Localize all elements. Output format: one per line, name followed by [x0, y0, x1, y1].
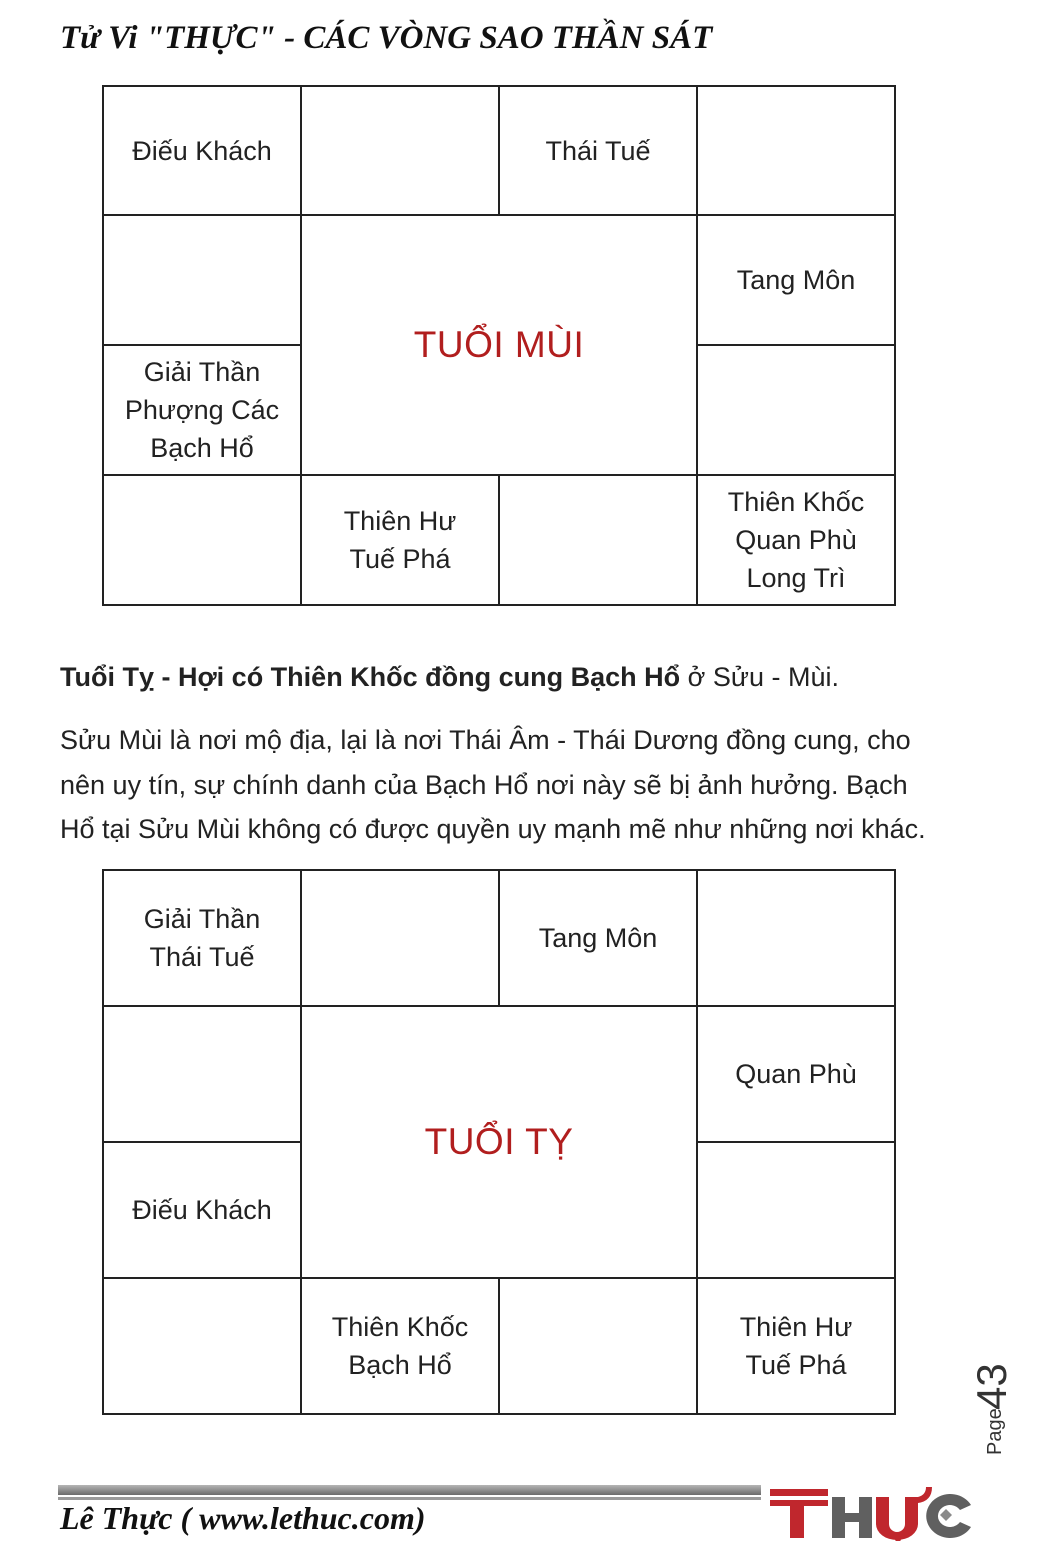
- thuc-logo: [768, 1483, 973, 1541]
- star-name: Phượng Các: [124, 395, 280, 425]
- star-name: Quan Phù: [735, 1059, 857, 1089]
- chart-cell: [697, 1278, 895, 1414]
- page-number: 43: [968, 1363, 1015, 1410]
- logo-u-horn: [918, 1487, 932, 1503]
- star-name: Bạch Hổ: [150, 433, 254, 463]
- logo-u: [876, 1497, 918, 1540]
- star-name: Giải Thần: [143, 357, 261, 387]
- chart-cell: [697, 870, 895, 1006]
- body-paragraph: [60, 718, 960, 852]
- chart-cell: [103, 1006, 301, 1142]
- chart-cell: [103, 215, 301, 345]
- paragraph-line: Sửu Mùi là nơi mộ địa, lại là nơi Thái Âm - Thái Dương đồng cung, cho: [60, 725, 911, 755]
- footer-divider: [58, 1485, 761, 1495]
- paragraph-line: Hổ tại Sửu Mùi không có được quyền uy mạnh mẽ như những nơi khác.: [60, 814, 926, 844]
- section-heading: [60, 662, 960, 693]
- astrology-chart-tuoi-mui: [102, 85, 896, 606]
- chart-cell: [697, 475, 895, 605]
- footer-author: Lê Thực ( www.lethuc.com): [60, 1500, 426, 1536]
- logo-t-bar-top: [770, 1489, 828, 1496]
- chart-cell: [697, 1142, 895, 1278]
- chart-cell: [103, 1142, 301, 1278]
- chart-cell: [697, 86, 895, 215]
- section-heading-bold: Tuổi Tỵ - Hợi có Thiên Khốc đồng cung Bạch Hổ: [60, 662, 681, 692]
- star-name: Thiên Khốc: [727, 487, 865, 517]
- chart-cell: [697, 1006, 895, 1142]
- chart-cell: [103, 1278, 301, 1414]
- page-header-title: Tử Vi "THỰC" - CÁC VÒNG SAO THẦN SÁT: [60, 20, 713, 56]
- star-name: Thiên Khốc: [331, 1312, 469, 1342]
- star-name: Giải Thần: [143, 904, 261, 934]
- chart-cell: [103, 475, 301, 605]
- star-name: Tuế Phá: [745, 1350, 847, 1380]
- section-heading-rest: ở Sửu - Mùi.: [680, 662, 839, 692]
- star-name: Thiên Hư: [343, 506, 457, 536]
- chart-cell: [103, 86, 301, 215]
- page-label: Page: [984, 1408, 1006, 1455]
- star-name: Thái Tuế: [545, 135, 651, 166]
- chart-cell: [103, 345, 301, 475]
- chart-cell: [301, 870, 499, 1006]
- logo-t-stem: [790, 1500, 804, 1538]
- logo-h-right: [859, 1497, 872, 1538]
- paragraph-line: nên uy tín, sự chính danh của Bạch Hổ nơi này sẽ bị ảnh hưởng. Bạch: [60, 769, 908, 800]
- logo-c-diamond: [940, 1509, 952, 1521]
- star-name: Điếu Khách: [132, 135, 272, 166]
- chart-cell: [499, 86, 697, 215]
- star-name: Tuế Phá: [349, 544, 451, 574]
- chart-cell: [301, 1278, 499, 1414]
- chart-cell: [301, 475, 499, 605]
- star-name: Điếu Khách: [132, 1195, 272, 1225]
- chart-cell: [301, 86, 499, 215]
- star-name: Tang Môn: [538, 923, 658, 953]
- chart-cell: [697, 215, 895, 345]
- chart-cell: [697, 345, 895, 475]
- chart-cell: [499, 1278, 697, 1414]
- chart-center-label: TUỔI TỴ: [301, 1006, 697, 1278]
- star-name: Quan Phù: [735, 525, 857, 555]
- star-name: Bạch Hổ: [348, 1350, 452, 1380]
- chart-cell: [499, 475, 697, 605]
- chart-cell: [499, 870, 697, 1006]
- astrology-chart-tuoi-ty: [102, 869, 896, 1415]
- chart-center-label: TUỔI MÙI: [301, 215, 697, 475]
- star-name: Long Trì: [746, 563, 846, 593]
- star-name: Thiên Hư: [739, 1312, 853, 1342]
- star-name: Thái Tuế: [149, 942, 255, 972]
- chart-cell: [103, 870, 301, 1006]
- star-name: Tang Môn: [736, 265, 856, 295]
